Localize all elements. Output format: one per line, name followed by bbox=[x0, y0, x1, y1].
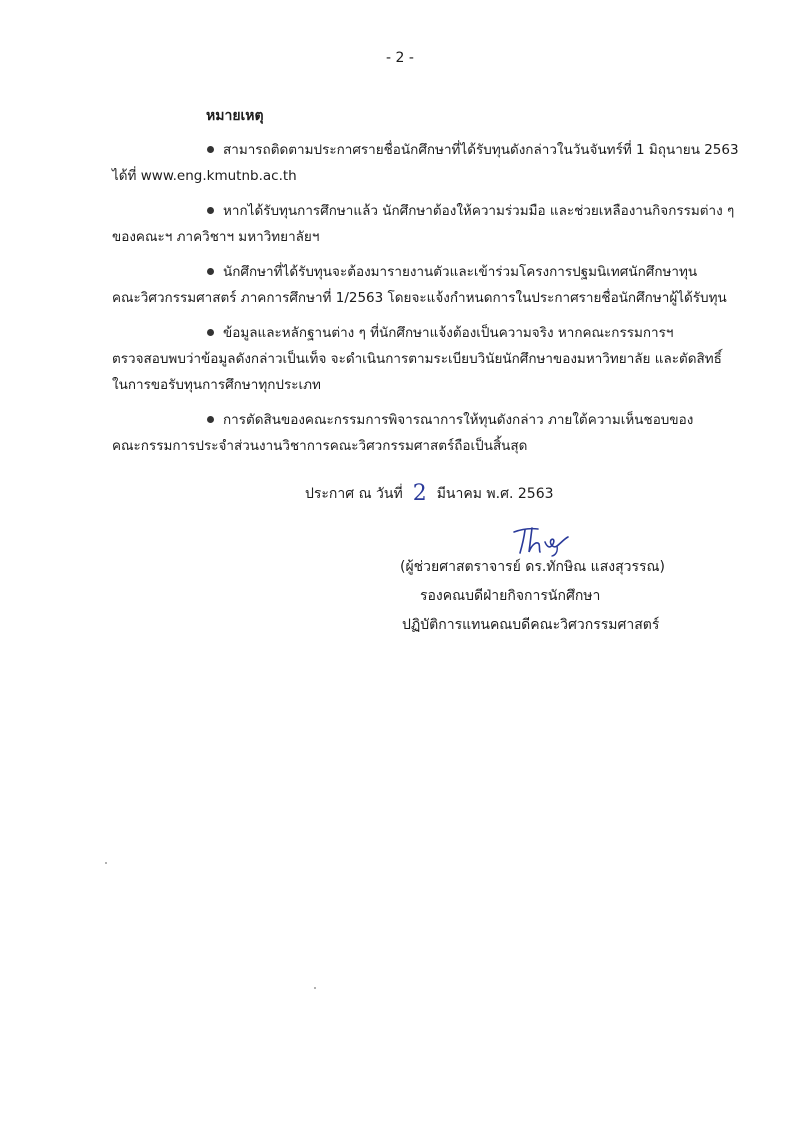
bullet-icon bbox=[207, 146, 214, 153]
remark-2-line-2: ของคณะฯ ภาควิชาฯ มหาวิทยาลัยฯ bbox=[112, 229, 320, 245]
signatory-acting-position: ปฏิบัติการแทนคณบดีคณะวิศวกรรมศาสตร์ bbox=[402, 617, 660, 633]
remark-1-line-2: ได้ที่ www.eng.kmutnb.ac.th bbox=[112, 168, 297, 184]
signatory-position: รองคณบดีฝ่ายกิจการนักศึกษา bbox=[420, 588, 601, 604]
announcement-date-prefix: ประกาศ ณ วันที่ bbox=[305, 486, 403, 502]
remark-5-line-2: คณะกรรมการประจำส่วนงานวิชาการคณะวิศวกรรมศาสตร์ถือเป็นสิ้นสุด bbox=[112, 438, 528, 454]
remark-1-line-1: สามารถติดตามประกาศรายชื่อนักศึกษาที่ได้รับทุนดังกล่าวในวันจันทร์ที่ 1 มิถุนายน 2563 bbox=[223, 142, 739, 158]
remark-item-3 bbox=[112, 259, 727, 311]
scan-speck bbox=[105, 862, 107, 864]
remark-3-line-1: นักศึกษาที่ได้รับทุนจะต้องมารายงานตัวและเข้าร่วมโครงการปฐมนิเทศนักศึกษาทุน bbox=[223, 264, 698, 280]
bullet-icon bbox=[207, 207, 214, 214]
remarks-heading: หมายเหตุ bbox=[206, 108, 264, 124]
announcement-month-year: มีนาคม พ.ศ. 2563 bbox=[436, 486, 554, 502]
remark-item-2 bbox=[112, 198, 735, 250]
remark-2-line-1: หากได้รับทุนการศึกษาแล้ว นักศึกษาต้องให้ความร่วมมือ และช่วยเหลืองานกิจกรรมต่าง ๆ bbox=[223, 203, 735, 219]
remark-4-line-3: ในการขอรับทุนการศึกษาทุกประเภท bbox=[112, 377, 321, 393]
scan-speck bbox=[314, 987, 316, 989]
remark-5-line-1: การตัดสินของคณะกรรมการพิจารณาการให้ทุนดังกล่าว ภายใต้ความเห็นชอบของ bbox=[223, 412, 694, 428]
remark-item-4 bbox=[112, 320, 724, 398]
announcement-date bbox=[305, 479, 554, 505]
remark-4-line-1: ข้อมูลและหลักฐานต่าง ๆ ที่นักศึกษาแจ้งต้องเป็นความจริง หากคณะกรรมการฯ bbox=[223, 325, 674, 341]
bullet-icon bbox=[207, 329, 214, 336]
bullet-icon bbox=[207, 416, 214, 423]
page-number: - 2 - bbox=[386, 50, 414, 66]
remark-item-1 bbox=[112, 137, 739, 189]
remark-4-line-2: ตรวจสอบพบว่าข้อมูลดังกล่าวเป็นเท็จ จะดำเนินการตามระเบียบวินัยนักศึกษาของมหาวิทยาลัย และตัดสิทธิ์ bbox=[112, 351, 722, 367]
remark-item-5 bbox=[112, 407, 724, 459]
remark-3-line-2: คณะวิศวกรรมศาสตร์ ภาคการศึกษาที่ 1/2563 โดยจะแจ้งกำหนดการในประกาศรายชื่อนักศึกษาผู้ได้รับทุน bbox=[112, 290, 727, 306]
handwritten-day: 2 bbox=[412, 481, 427, 506]
signature-block bbox=[372, 553, 712, 640]
bullet-icon bbox=[207, 268, 214, 275]
signatory-name: (ผู้ช่วยศาสตราจารย์ ดร.ทักษิณ แสงสุวรรณ) bbox=[400, 559, 665, 575]
